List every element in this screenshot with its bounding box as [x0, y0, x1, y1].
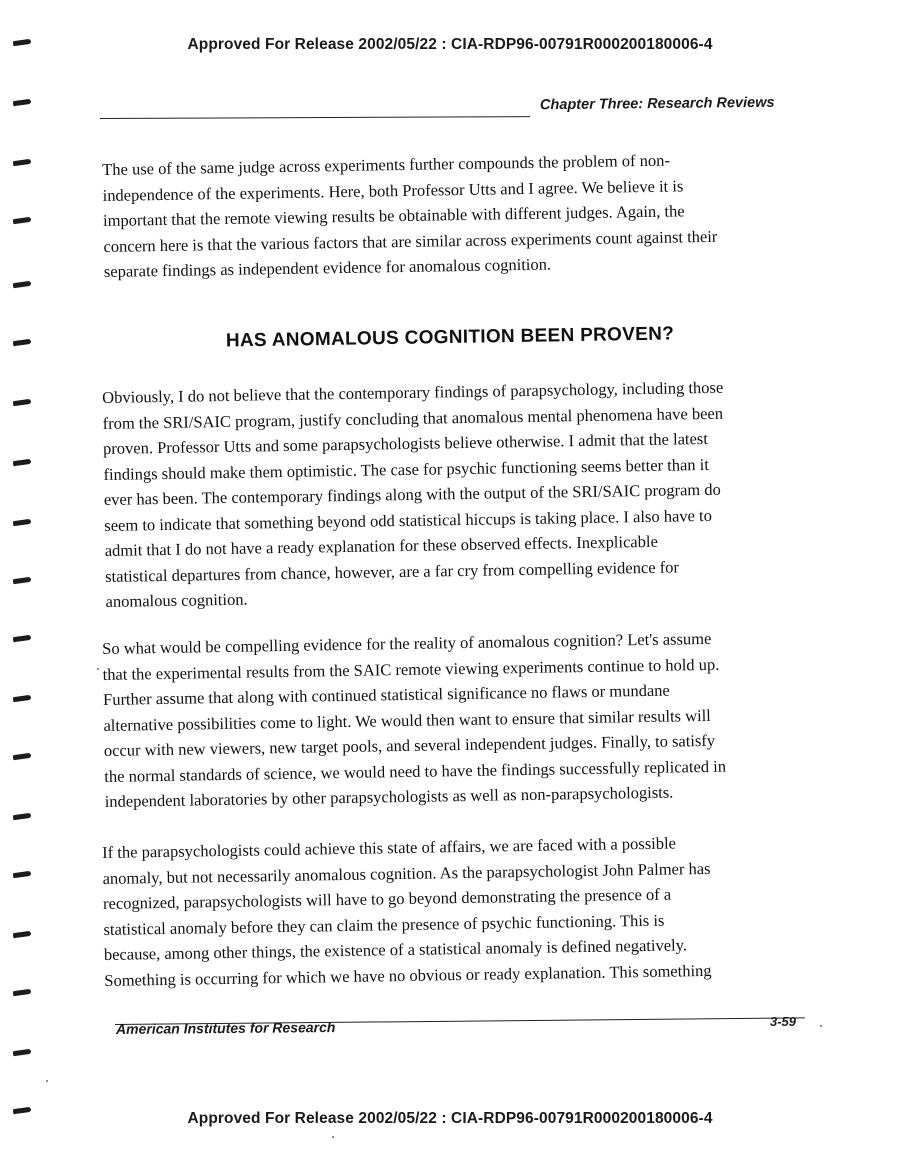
binding-hole-mark [13, 399, 32, 406]
text-line: anomalous cognition. [105, 589, 248, 611]
text-line: If the parapsychologists could achieve this state of affairs, we are faced with a possible [102, 833, 677, 862]
text-line: ever has been. The contemporary findings along with the output of the SRI/SAIC program do [103, 479, 721, 509]
text-line: Obviously, I do not believe that the contemporary findings of parapsychology, including those [102, 377, 724, 407]
text-line: alternative possibilities come to light. We would then want to ensure that similar results will [103, 705, 711, 735]
text-line: So what would be compelling evidence for the reality of anomalous cognition? Let's assume [102, 628, 712, 658]
text-line: concern here is that the various factors that are similar across experiments count against their [103, 226, 718, 256]
scan-speck [820, 1025, 822, 1027]
binding-hole-mark [13, 1049, 32, 1056]
footer-organization: American Institutes for Research [115, 1019, 336, 1037]
text-line: Something is occurring for which we have no obvious or ready explanation. This something [104, 960, 712, 990]
binding-hole-mark [13, 931, 32, 938]
binding-hole-mark [13, 577, 32, 584]
binding-hole-mark [13, 281, 32, 288]
text-line: seem to indicate that something beyond odd statistical hiccups is taking place. I also have to [104, 505, 713, 535]
binding-hole-mark [13, 159, 32, 166]
text-line: Further assume that along with continued statistical significance no flaws or mundane [102, 680, 670, 709]
section-heading: HAS ANOMALOUS COGNITION BEEN PROVEN? [225, 323, 675, 352]
chapter-heading: Chapter Three: Research Reviews [539, 94, 775, 114]
binding-hole-mark [13, 99, 32, 106]
scan-speck [332, 1136, 334, 1138]
text-line: statistical departures from chance, however, are a far cry from compelling evidence for [105, 556, 680, 586]
binding-hole-mark [13, 989, 32, 996]
text-line: the normal standards of science, we would need to have the findings successfully replicated in [104, 756, 727, 786]
paragraph-4 [102, 828, 804, 993]
binding-hole-mark [13, 695, 32, 702]
text-line: The use of the same judge across experiments further compounds the problem of non- [102, 150, 671, 179]
binding-hole-mark [13, 459, 32, 466]
scan-speck [97, 668, 99, 670]
text-line: independence of the experiments. Here, both Professor Utts and I agree. We believe it is [102, 175, 684, 205]
binding-hole-mark [13, 519, 32, 526]
paragraph-3 [102, 624, 805, 814]
paragraph-2 [102, 373, 806, 614]
text-line: statistical anomaly before they can claim the presence of psychic functioning. This is [103, 910, 665, 939]
text-line: admit that I do not have a ready explanation for these observed effects. Inexplicable [104, 531, 658, 560]
text-line: anomaly, but not necessarily anomalous cognition. As the parapsychologist John Palmer has [102, 858, 711, 888]
text-line: important that the remote viewing results be obtainable with different judges. Again, the [102, 201, 685, 230]
binding-hole-mark [13, 813, 32, 820]
text-line: proven. Professor Utts and some parapsychologists believe otherwise. I admit that the latest [102, 428, 709, 458]
binding-hole-mark [13, 635, 32, 642]
binding-hole-mark [13, 871, 32, 878]
text-line: from the SRI/SAIC program, justify concluding that anomalous mental phenomena have been [102, 403, 724, 433]
text-line: recognized, parapsychologists will have to go beyond demonstrating the presence of a [102, 884, 672, 913]
text-line: that the experimental results from the SAIC remote viewing experiments continue to hold up. [102, 654, 720, 684]
page-number: 3-59 [770, 1014, 797, 1029]
paragraph-1 [102, 145, 804, 284]
release-stamp-top: Approved For Release 2002/05/22 : CIA-RDP96-00791R000200180006-4 [187, 36, 713, 53]
text-line: occur with new viewers, new target pools, and several independent judges. Finally, to satisfy [103, 730, 716, 760]
scan-speck [46, 1080, 48, 1082]
text-line: separate findings as independent evidence for anomalous cognition. [103, 254, 552, 281]
binding-hole-mark [13, 753, 32, 760]
release-stamp-bottom: Approved For Release 2002/05/22 : CIA-RDP96-00791R000200180006-4 [187, 1110, 713, 1127]
binding-hole-mark [13, 217, 32, 224]
text-line: because, among other things, the existence of a statistical anomaly is defined negatively. [103, 935, 688, 964]
text-line: findings should make them optimistic. The case for psychic functioning seems better than it [103, 454, 710, 484]
text-line: independent laboratories by other parapsychologists as well as non-parapsychologists. [104, 782, 674, 811]
header-rule [100, 116, 530, 119]
